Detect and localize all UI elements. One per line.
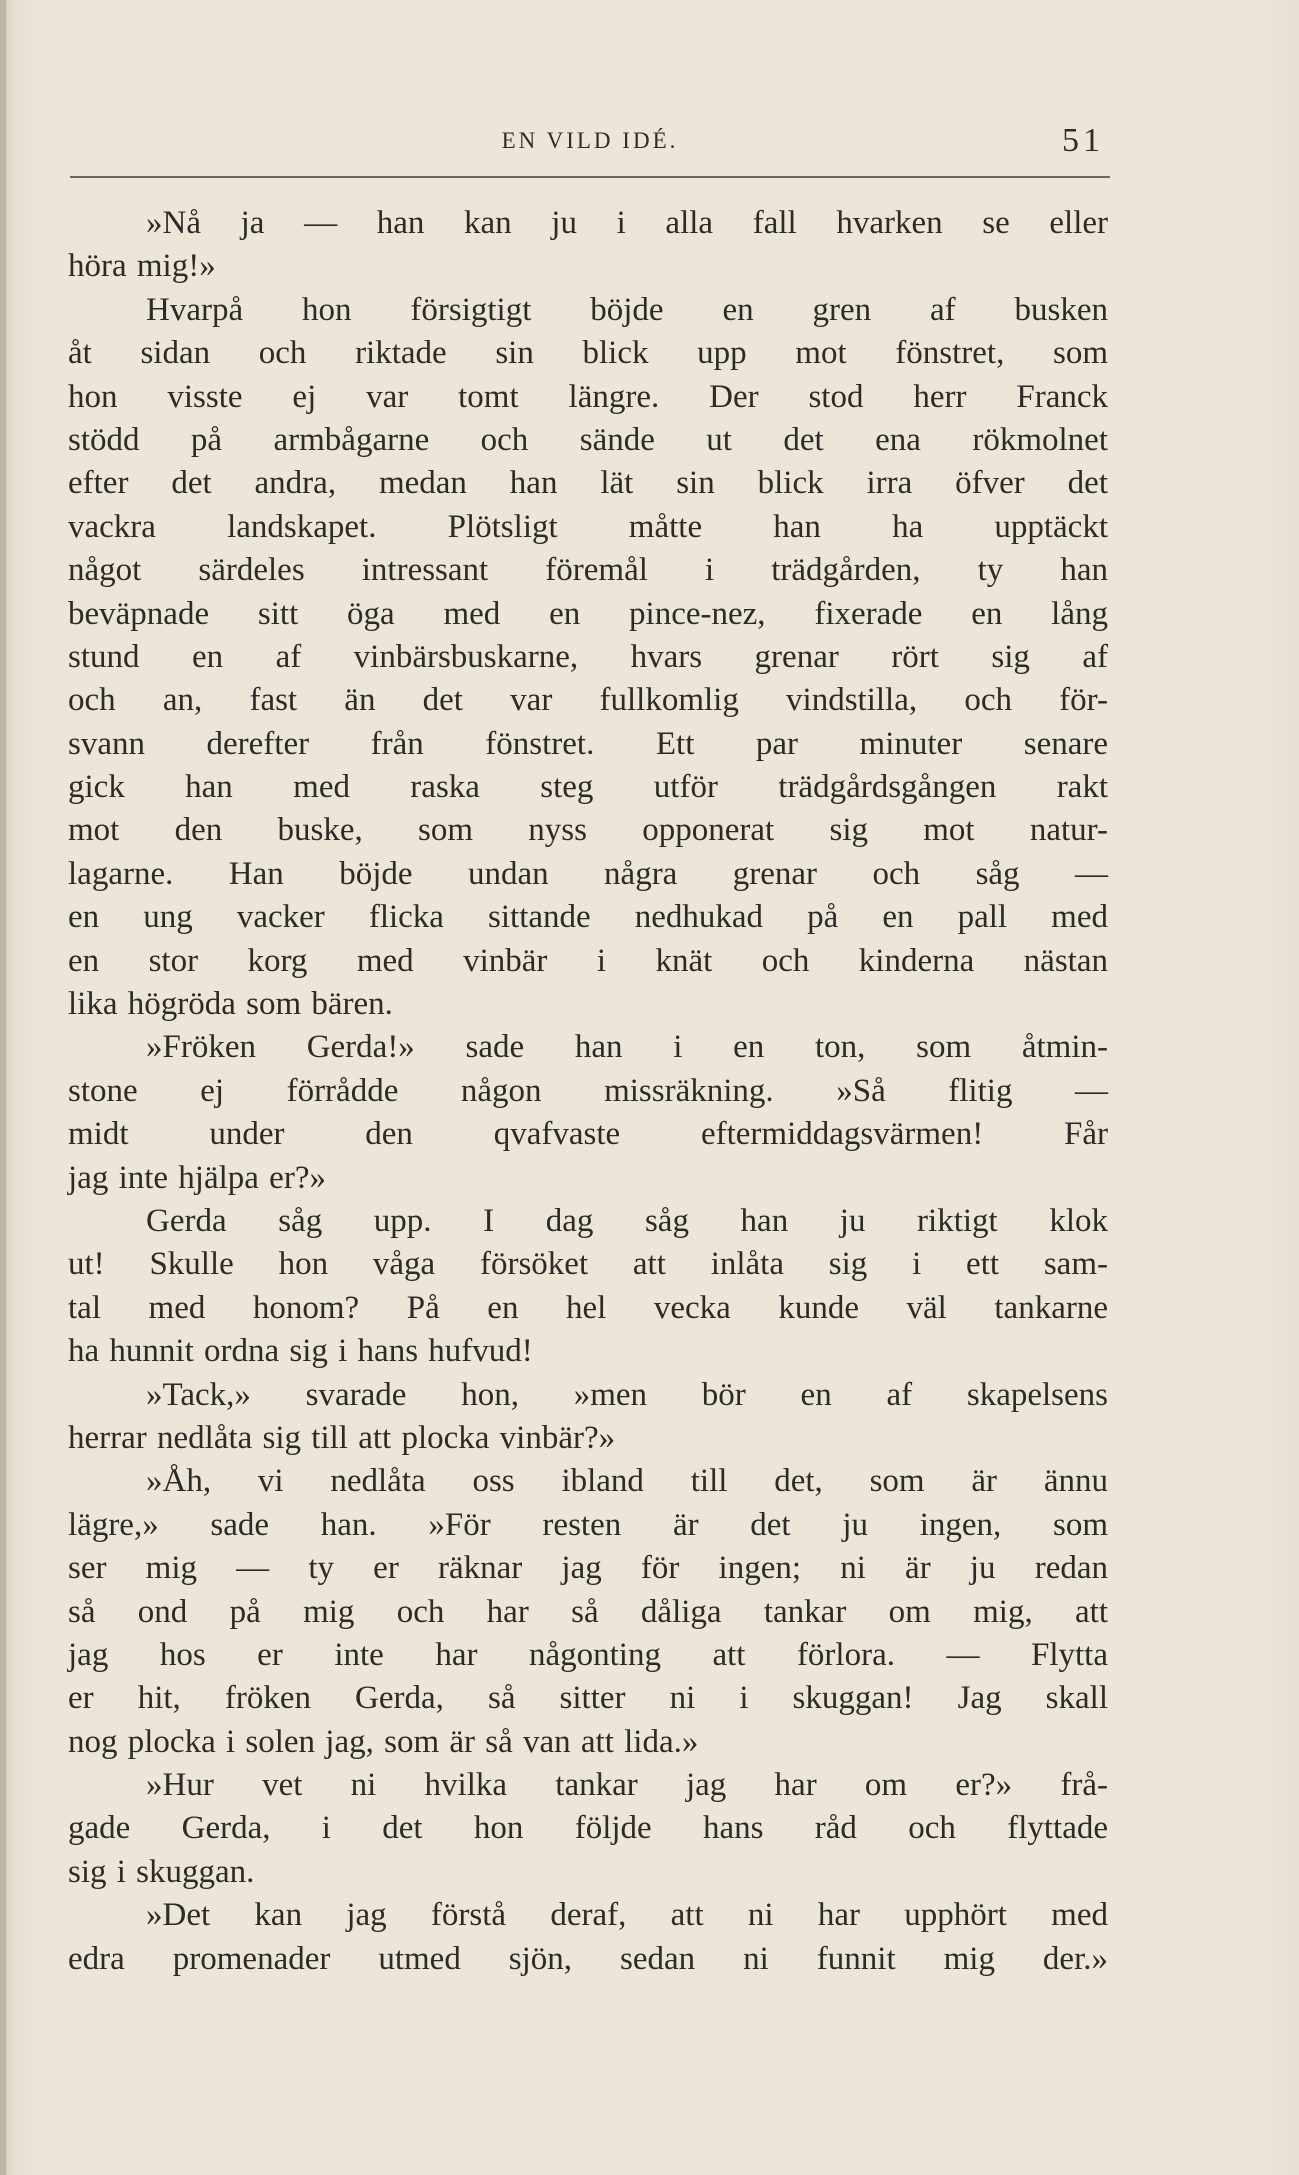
text-line: midt under den qvafvaste eftermiddagsvärmen! Får <box>68 1116 1108 1153</box>
page-header <box>70 122 1110 180</box>
text-line: jag inte hjälpa er?» <box>68 1159 326 1196</box>
text-line: en stor korg med vinbär i knät och kinderna nästan <box>68 942 1108 979</box>
text-line: ha hunnit ordna sig i hans hufvud! <box>68 1333 533 1370</box>
text-line: beväpnade sitt öga med en pince-nez, fixerade en lång <box>68 595 1108 632</box>
text-line: mot den buske, som nyss opponerat sig mot natur- <box>68 812 1108 849</box>
text-line: stone ej förrådde någon missräkning. »Så flitig — <box>68 1072 1108 1109</box>
text-line: efter det andra, medan han lät sin blick irra öfver det <box>68 465 1108 502</box>
text-line: edra promenader utmed sjön, sedan ni funnit mig der.» <box>68 1940 1108 1977</box>
text-line: Hvarpå hon försigtigt böjde en gren af busken <box>146 291 1108 328</box>
text-line: ser mig — ty er räknar jag för ingen; ni är ju redan <box>68 1550 1108 1587</box>
text-line: ut! Skulle hon våga försöket att inlåta sig i ett sam- <box>68 1246 1108 1283</box>
text-line: nog plocka i solen jag, som är så van att lida.» <box>68 1723 699 1760</box>
text-line: åt sidan och riktade sin blick upp mot fönstret, som <box>68 335 1108 372</box>
text-line: något särdeles intressant föremål i trädgården, ty han <box>68 552 1108 589</box>
text-line: »Åh, vi nedlåta oss ibland till det, som är ännu <box>146 1463 1108 1500</box>
page-edge <box>0 0 6 2175</box>
text-line: »Det kan jag förstå deraf, att ni har upphört med <box>146 1897 1108 1934</box>
text-line: så ond på mig och har så dåliga tankar om mig, att <box>68 1593 1108 1630</box>
text-line: lagarne. Han böjde undan några grenar och såg — <box>68 855 1108 892</box>
body-text <box>68 202 1108 1981</box>
text-line: och an, fast än det var fullkomlig vindstilla, och för- <box>68 682 1108 719</box>
page-number: 51 <box>1062 122 1104 159</box>
text-line: stödd på armbågarne och sände ut det ena rökmolnet <box>68 421 1108 458</box>
text-line: »Nå ja — han kan ju i alla fall hvarken se eller <box>146 205 1108 241</box>
text-line: »Tack,» svarade hon, »men bör en af skapelsens <box>146 1376 1108 1413</box>
text-line: er hit, fröken Gerda, så sitter ni i skuggan! Jag skall <box>68 1680 1108 1717</box>
text-line: sig i skuggan. <box>68 1853 255 1890</box>
text-line: lägre,» sade han. »För resten är det ju ingen, som <box>68 1506 1108 1543</box>
text-line: lika högröda som bären. <box>68 986 393 1023</box>
text-line: tal med honom? På en hel vecka kunde väl tankarne <box>68 1289 1108 1326</box>
text-line: »Fröken Gerda!» sade han i en ton, som åtmin- <box>146 1029 1108 1066</box>
text-line: höra mig!» <box>68 248 216 285</box>
running-head: EN VILD IDÉ. <box>501 128 679 153</box>
text-line: Gerda såg upp. I dag såg han ju riktigt klok <box>146 1202 1108 1239</box>
text-line: herrar nedlåta sig till att plocka vinbär?» <box>68 1419 616 1456</box>
text-line: hon visste ej var tomt längre. Der stod herr Franck <box>68 378 1108 415</box>
text-line: vackra landskapet. Plötsligt måtte han ha upptäckt <box>68 508 1108 545</box>
text-line: gade Gerda, i det hon följde hans råd och flyttade <box>68 1810 1108 1847</box>
text-line: »Hur vet ni hvilka tankar jag har om er?» frå- <box>146 1767 1108 1804</box>
text-line: stund en af vinbärsbuskarne, hvars grenar rört sig af <box>68 638 1108 675</box>
text-line: en ung vacker flicka sittande nedhukad på en pall med <box>68 899 1108 936</box>
text-line: gick han med raska steg utför trädgårdsgången rakt <box>68 769 1108 806</box>
header-rule <box>70 176 1110 178</box>
text-line: jag hos er inte har någonting att förlora. — Flytta <box>68 1636 1108 1673</box>
text-line: svann derefter från fönstret. Ett par minuter senare <box>68 725 1108 762</box>
